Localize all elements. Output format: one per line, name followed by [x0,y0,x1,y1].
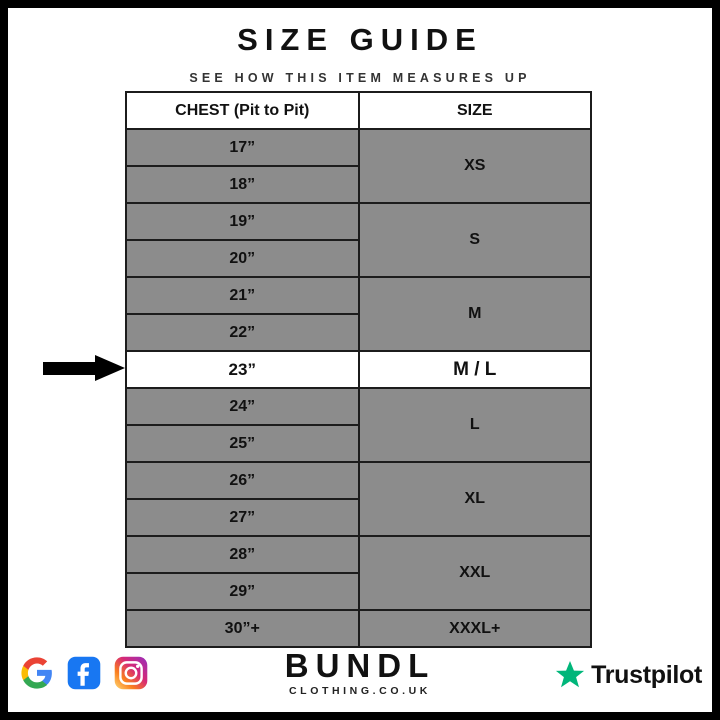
table-header-row [126,92,591,129]
measurement-cell: 25” [126,425,359,462]
measurement-cell: 22” [126,314,359,351]
arrow-indicator [43,355,127,381]
table-row [126,610,591,647]
measurement-cell: 28” [126,536,359,573]
table-row [126,129,591,166]
size-cell-selected: M / L [359,351,592,388]
size-cell: S [359,203,592,277]
size-cell: M [359,277,592,351]
table-row [126,536,591,573]
arrow-head-icon [95,355,125,381]
column-header-chest: CHEST (Pit to Pit) [126,92,359,129]
table-row-highlighted [126,351,591,388]
measurement-cell: 20” [126,240,359,277]
measurement-cell-selected: 23” [126,351,359,388]
size-cell: XXL [359,536,592,610]
trustpilot-label: Trustpilot [591,660,702,689]
table-row [126,277,591,314]
trustpilot-badge[interactable] [555,660,702,690]
table-row [126,462,591,499]
measurement-cell: 24” [126,388,359,425]
measurement-cell: 19” [126,203,359,240]
measurement-cell: 27” [126,499,359,536]
page-title: SIZE GUIDE [237,22,483,57]
size-cell: XXXL+ [359,610,592,647]
size-cell: XS [359,129,592,203]
trustpilot-star-icon [555,660,585,690]
brand-name: BUNDL [284,647,436,684]
size-table [125,91,592,648]
measurement-cell: 18” [126,166,359,203]
measurement-cell: 26” [126,462,359,499]
brand-domain: CLOTHING.CO.UK [289,685,431,697]
measurement-cell: 17” [126,129,359,166]
table-row [126,388,591,425]
size-cell: L [359,388,592,462]
table-row [126,203,591,240]
measurement-cell: 30”+ [126,610,359,647]
size-table-wrapper [125,91,592,648]
page-subtitle: SEE HOW THIS ITEM MEASURES UP [189,71,531,85]
size-guide-card [8,8,712,712]
footer [8,648,712,712]
size-cell: XL [359,462,592,536]
measurement-cell: 29” [126,573,359,610]
column-header-size: SIZE [359,92,592,129]
arrow-shaft [43,362,97,375]
measurement-cell: 21” [126,277,359,314]
